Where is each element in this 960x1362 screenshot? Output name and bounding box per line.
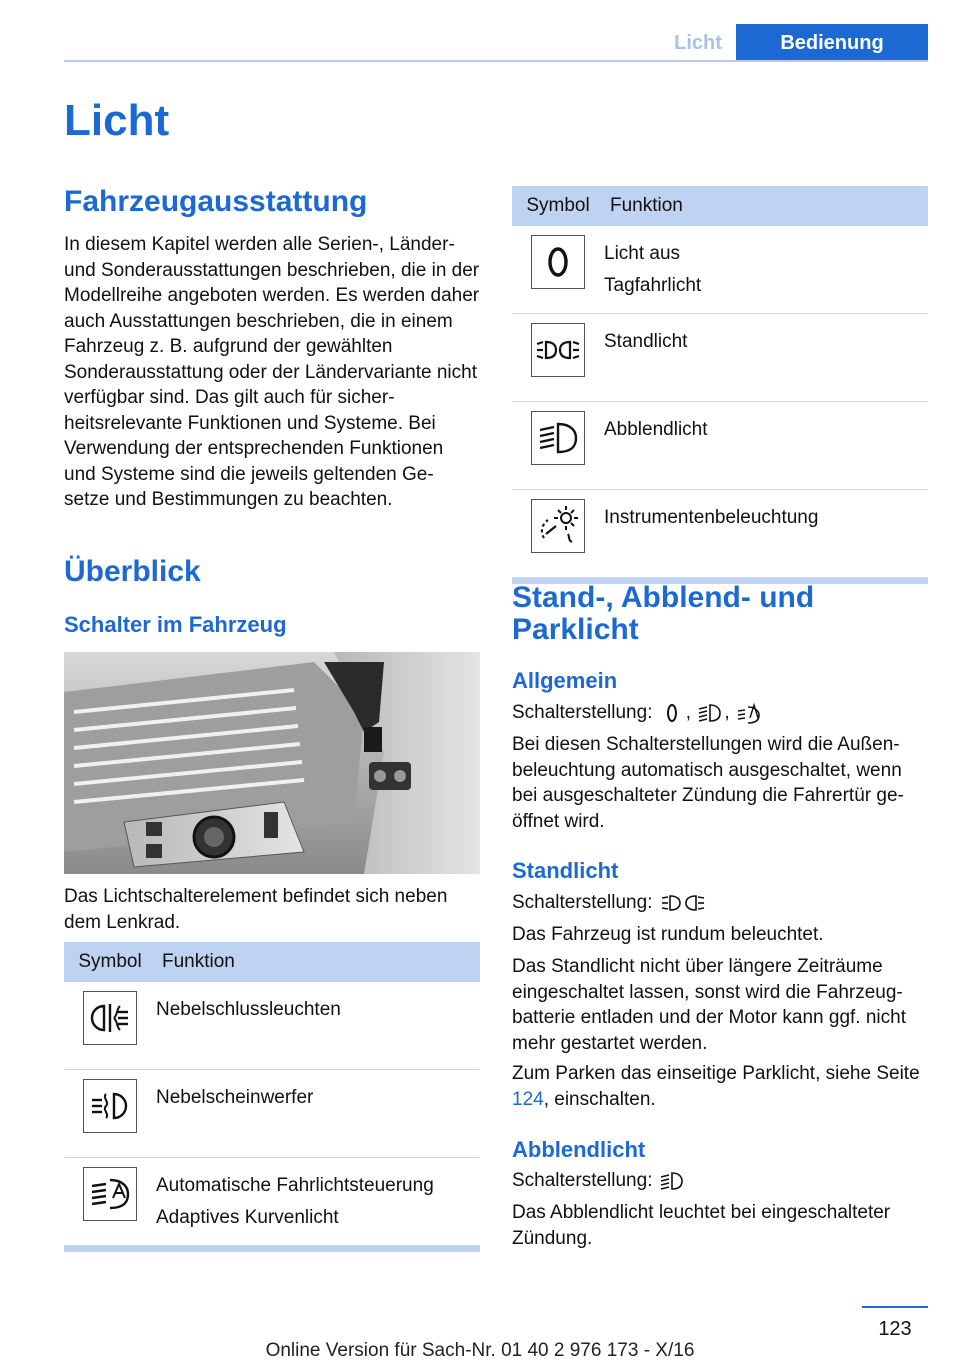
row-function: Standlicht	[604, 314, 928, 402]
light-switch-photo	[64, 652, 480, 874]
row-function: Licht aus Tagfahrlicht	[604, 226, 928, 314]
table-row	[512, 314, 928, 402]
general-text: Bei diesen Schalterstellungen wird die Außen- beleuchtung automatisch ausgeschaltet, wenn bei ausgeschalteter Zündung die Fahrertür ge- öffnet wird.	[512, 734, 904, 832]
table-row	[512, 490, 928, 578]
parking-switch-line: Schalterstellung:	[512, 890, 708, 916]
equipment-text: In diesem Kapitel werden alle Serien-, Länder- und Sonderausstattungen beschrieben, die in der Modellreihe angeboten werden. Es werden daher auch Ausstattungen beschrieben, die in einem Fahrzeug z. B. aufgrund der gewählten Sonderausstattung oder der Ländervariante nicht verfügbar sind. Das gilt auch für sicher- heitsrelevante Funktionen und Systeme. Bei Verwendung der entsprechenden Funktionen und Systeme sind die jeweils geltenden Ge- setze und Bestimmungen zu beachten.	[64, 234, 480, 510]
lowbeam-heading: Abblendlicht	[512, 1137, 646, 1162]
table-row	[512, 402, 928, 490]
auto-headlight-icon	[735, 701, 763, 725]
switch-heading: Schalter im Fahrzeug	[64, 612, 287, 637]
row-function: Automatische Fahrlichtsteuerung Adaptives Kurvenlicht	[156, 1158, 480, 1246]
page-link-124[interactable]: 124	[512, 1088, 544, 1110]
low-beam-icon	[531, 411, 585, 465]
zero-position-icon	[531, 235, 585, 289]
rear-fog-light-icon	[83, 991, 137, 1045]
row-function: Instrumentenbeleuchtung	[604, 490, 928, 578]
instrument-lighting-icon	[531, 499, 585, 553]
parking-heading: Standlicht	[512, 858, 619, 883]
table-row	[64, 1070, 480, 1158]
table-row	[64, 1158, 480, 1246]
lowbeam-text: Das Abblendlicht leuchtet bei eingeschalteter Zündung.	[512, 1202, 891, 1249]
online-version-footer: Online Version für Sach-Nr. 01 40 2 976 173 - X/16	[265, 1340, 695, 1361]
table-row	[512, 226, 928, 314]
col-function-header: Funktion	[604, 186, 928, 226]
row-function: Abblendlicht	[604, 402, 928, 490]
parking-light-icon	[658, 891, 708, 915]
front-fog-light-icon	[83, 1079, 137, 1133]
page-title: Licht	[64, 96, 170, 145]
left-symbol-table	[64, 942, 480, 1252]
row-function: Nebelschlussleuchten	[156, 982, 480, 1070]
footer-divider	[862, 1306, 928, 1308]
right-symbol-table	[512, 186, 928, 584]
photo-caption: Das Lichtschalterelement befindet sich neben dem Lenkrad.	[64, 886, 448, 933]
lowbeam-switch-line: Schalterstellung:	[512, 1168, 686, 1194]
low-beam-icon	[658, 1169, 686, 1193]
parking-text-1: Das Fahrzeug ist rundum beleuchtet.	[512, 924, 824, 945]
table-row	[64, 982, 480, 1070]
page-number: 123	[878, 1318, 912, 1340]
col-function-header: Funktion	[156, 942, 480, 982]
col-symbol-header: Symbol	[512, 186, 604, 226]
header-divider	[64, 60, 928, 62]
general-heading: Allgemein	[512, 668, 618, 693]
tab-bedienung: Bedienung	[736, 24, 928, 62]
stand-heading: Stand-, Abblend- und Parklicht	[512, 581, 815, 646]
parking-light-icon	[531, 323, 585, 377]
table-end-bar	[64, 1246, 480, 1252]
row-function: Nebelscheinwerfer	[156, 1070, 480, 1158]
auto-headlight-icon	[83, 1167, 137, 1221]
low-beam-icon	[696, 701, 724, 725]
overview-heading: Überblick	[64, 555, 201, 588]
zero-position-icon	[658, 701, 686, 725]
parking-text-3: Zum Parken das einseitige Parklicht, siehe Seite 124, einschalten.	[512, 1063, 920, 1110]
general-switch-line: Schalterstellung: , ,	[512, 700, 763, 726]
col-symbol-header: Symbol	[64, 942, 156, 982]
parking-text-2: Das Standlicht nicht über längere Zeiträume eingeschaltet lassen, sonst wird die Fahrzeug- batterie entladen und der Motor kann ggf. nicht mehr gestartet werden.	[512, 956, 906, 1054]
equipment-heading: Fahrzeugausstattung	[64, 185, 368, 218]
tab-licht: Licht	[674, 32, 722, 54]
